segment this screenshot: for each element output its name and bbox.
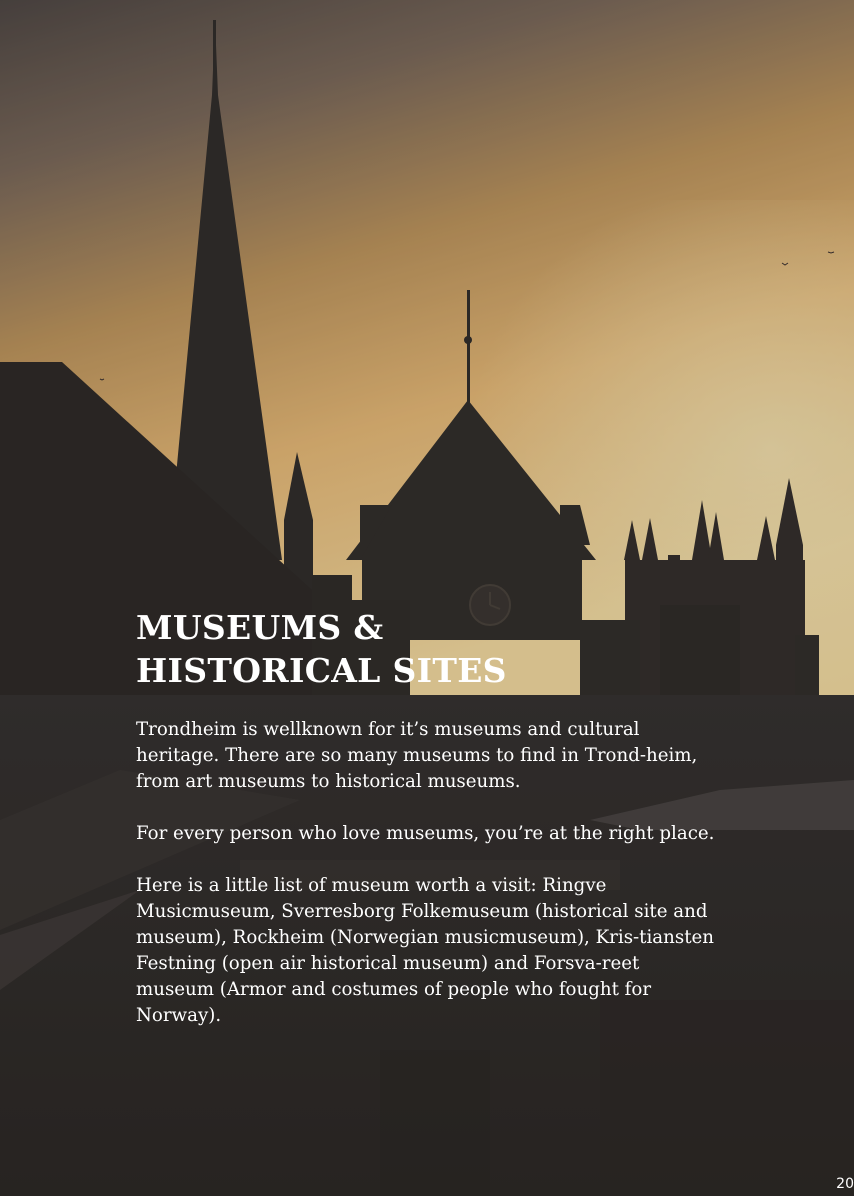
paragraph-museum-list: Here is a little list of museum worth a visit: Ringve Musicmuseum, Sverresborg Folkemuseum (historical site and museum), Rockheim (Norwegian musicmuseum), Kris-tiansten Festning (open air historical museum) and Forsva-reet museum (Armor and costumes of people who fought for Norway). — [136, 875, 714, 1026]
title-line-1: MUSEUMS & — [136, 608, 384, 647]
body-text — [136, 717, 716, 1055]
paragraph-right-place: For every person who love museums, you’re at the right place. — [136, 823, 715, 844]
page-number: 20 — [836, 1176, 854, 1192]
page-title — [136, 606, 696, 692]
paragraph-intro: Trondheim is wellknown for it’s museums and cultural heritage. There are so many museums to find in Trond-heim, from art museums to historical museums. — [136, 719, 698, 792]
title-line-2: HISTORICAL SITES — [136, 651, 507, 690]
